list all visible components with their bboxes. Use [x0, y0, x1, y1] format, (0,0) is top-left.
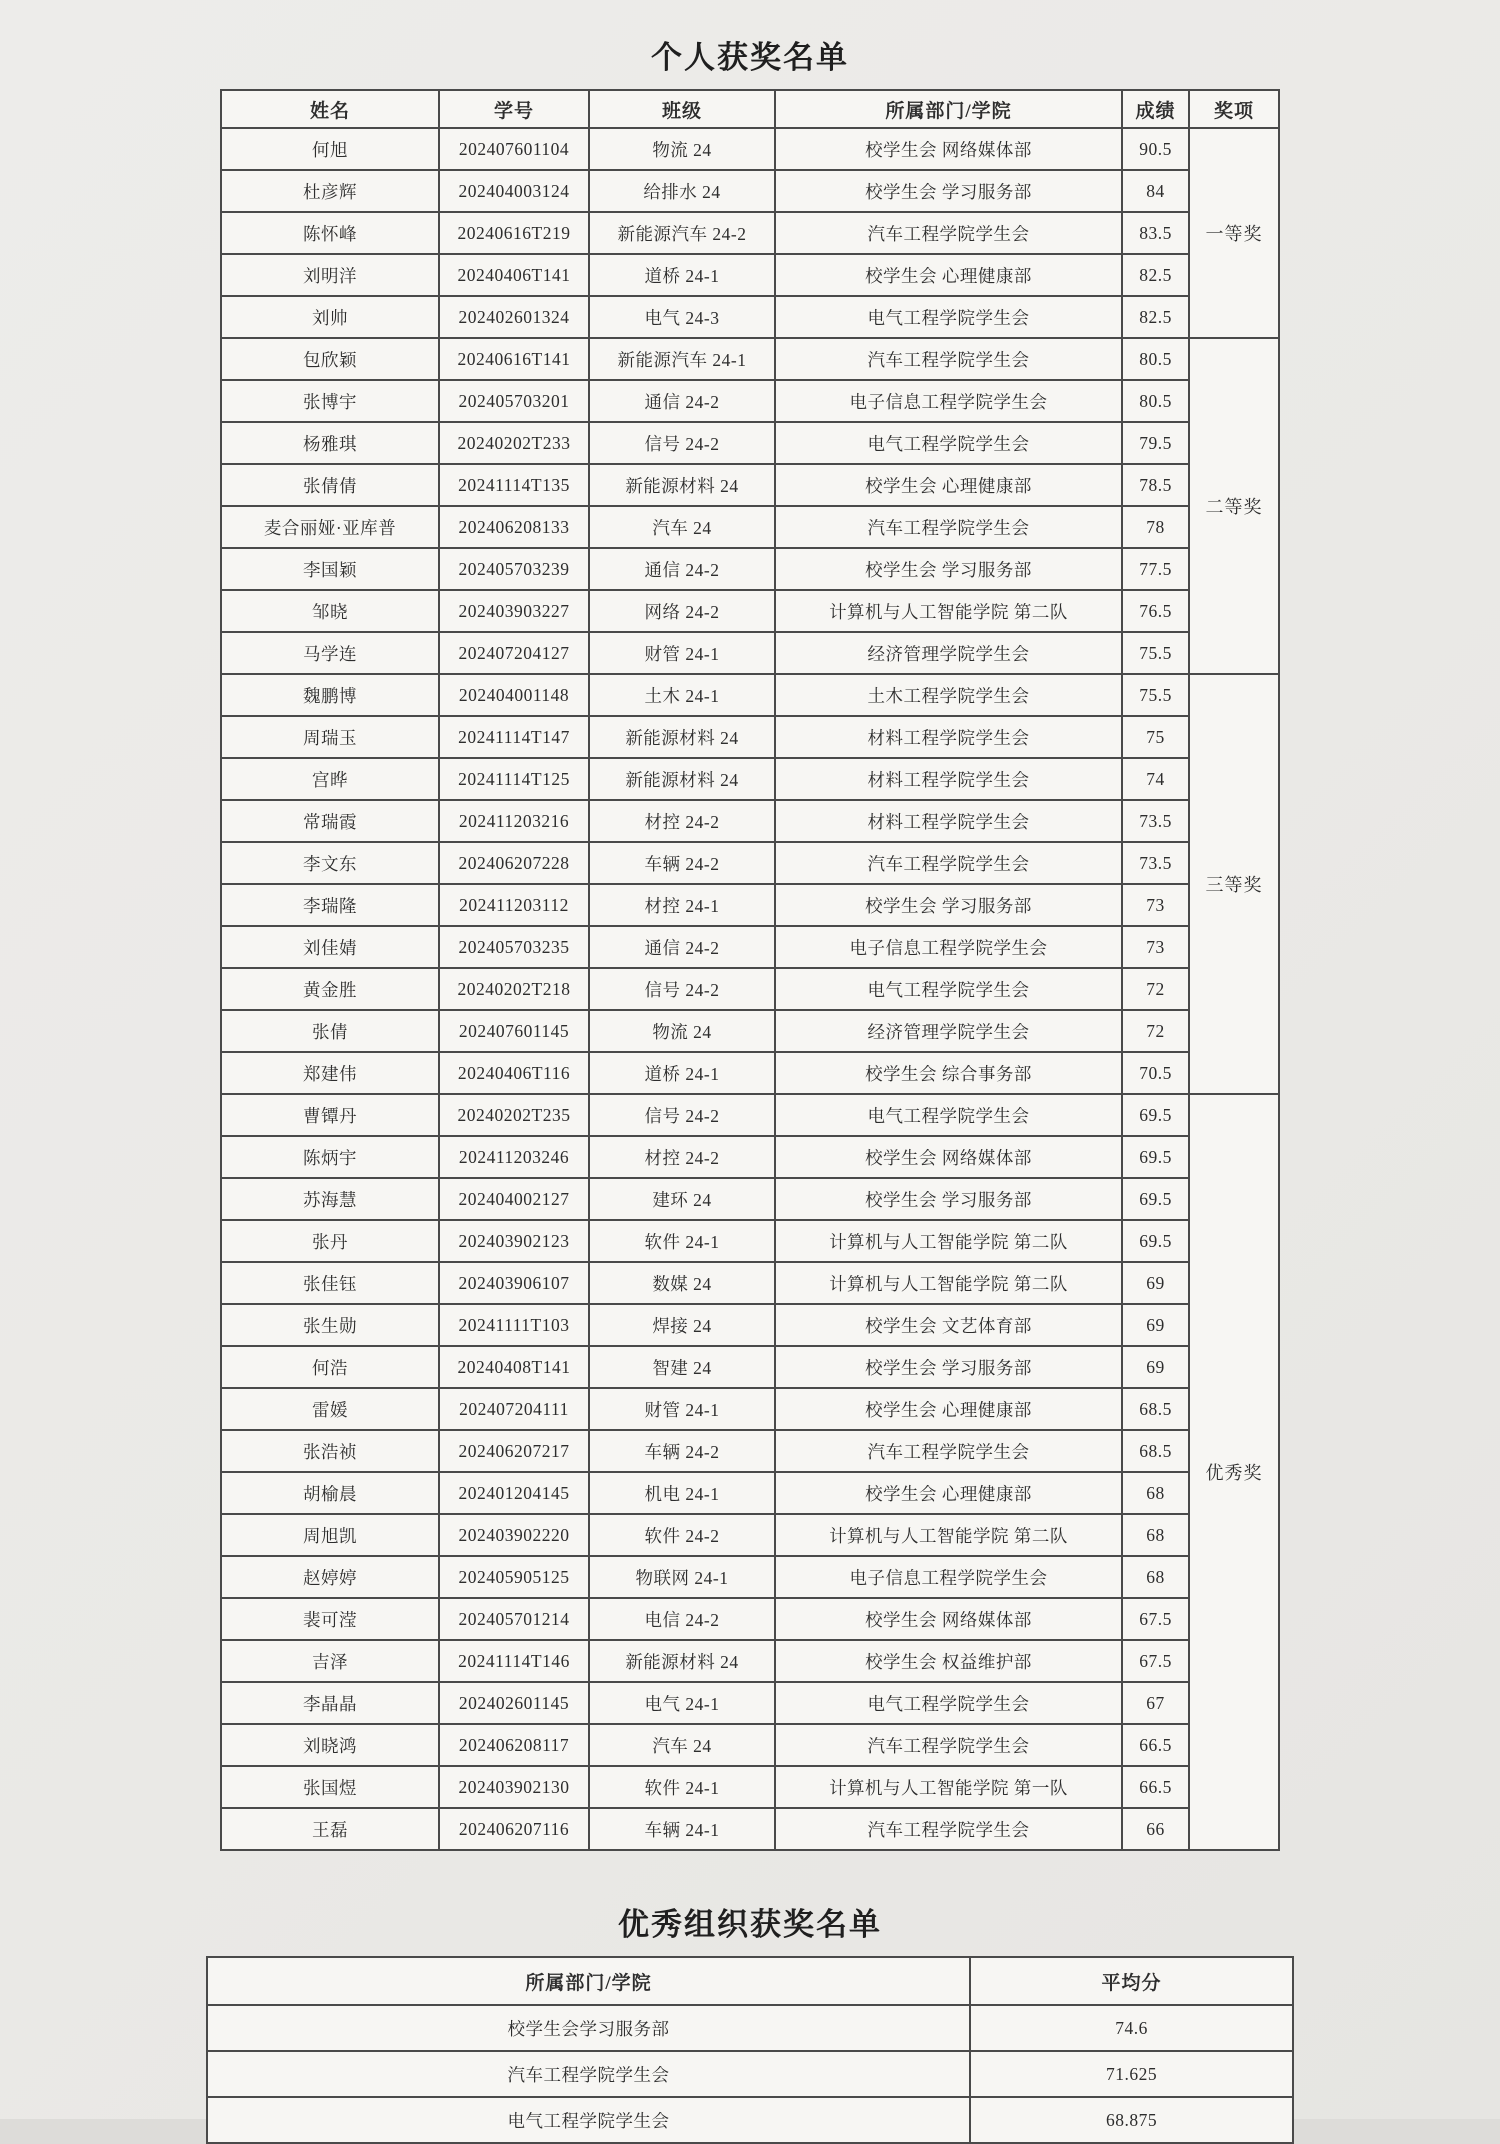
name-cell: 王磊: [221, 1808, 439, 1850]
name-cell: 刘佳婧: [221, 926, 439, 968]
department-cell: 电子信息工程学院学生会: [775, 380, 1122, 422]
class-cell: 智建 24: [589, 1346, 775, 1388]
class-cell: 道桥 24-1: [589, 254, 775, 296]
name-cell: 常瑞霞: [221, 800, 439, 842]
award-table-row: [221, 464, 1279, 506]
name-cell: 何浩: [221, 1346, 439, 1388]
class-cell: 信号 24-2: [589, 968, 775, 1010]
award-table-row: [221, 1514, 1279, 1556]
student-id-cell: 202406207217: [439, 1430, 589, 1472]
award-table-row: [221, 128, 1279, 170]
score-cell: 67: [1122, 1682, 1189, 1724]
award-table-row: [221, 1556, 1279, 1598]
average-score-cell: 74.6: [970, 2005, 1293, 2051]
award-table-row: [221, 1388, 1279, 1430]
column-header-average-score: 平均分: [970, 1957, 1293, 2005]
score-cell: 70.5: [1122, 1052, 1189, 1094]
name-cell: 李晶晶: [221, 1682, 439, 1724]
class-cell: 汽车 24: [589, 506, 775, 548]
student-id-cell: 202411203112: [439, 884, 589, 926]
name-cell: 赵婷婷: [221, 1556, 439, 1598]
score-cell: 79.5: [1122, 422, 1189, 464]
class-cell: 材控 24-2: [589, 1136, 775, 1178]
award-table-row: [221, 1346, 1279, 1388]
score-cell: 75: [1122, 716, 1189, 758]
name-cell: 李文东: [221, 842, 439, 884]
student-id-cell: 202405703201: [439, 380, 589, 422]
department-cell: 计算机与人工智能学院 第一队: [775, 1766, 1122, 1808]
score-cell: 78: [1122, 506, 1189, 548]
score-cell: 72: [1122, 1010, 1189, 1052]
organization-awards-table: [206, 1956, 1294, 2144]
student-id-cell: 202405905125: [439, 1556, 589, 1598]
name-cell: 张浩祯: [221, 1430, 439, 1472]
class-cell: 新能源汽车 24-1: [589, 338, 775, 380]
department-cell: 校学生会 学习服务部: [775, 170, 1122, 212]
name-cell: 周瑞玉: [221, 716, 439, 758]
department-cell: 校学生会 学习服务部: [775, 1346, 1122, 1388]
class-cell: 新能源材料 24: [589, 1640, 775, 1682]
student-id-cell: 202406208117: [439, 1724, 589, 1766]
award-table-row: [221, 170, 1279, 212]
average-score-cell: 68.875: [970, 2097, 1293, 2143]
department-cell: 校学生会 学习服务部: [775, 548, 1122, 590]
award-table-row: [221, 674, 1279, 716]
name-cell: 陈怀峰: [221, 212, 439, 254]
award-table-row: [221, 212, 1279, 254]
score-cell: 68.5: [1122, 1430, 1189, 1472]
average-score-cell: 71.625: [970, 2051, 1293, 2097]
department-cell: 电气工程学院学生会: [775, 296, 1122, 338]
score-cell: 66.5: [1122, 1766, 1189, 1808]
score-cell: 78.5: [1122, 464, 1189, 506]
student-id-cell: 202405703235: [439, 926, 589, 968]
student-id-cell: 202406208133: [439, 506, 589, 548]
class-cell: 车辆 24-2: [589, 842, 775, 884]
award-table-row: [221, 338, 1279, 380]
department-cell: 土木工程学院学生会: [775, 674, 1122, 716]
department-cell: 电气工程学院学生会: [775, 422, 1122, 464]
award-table-row: [221, 1598, 1279, 1640]
name-cell: 黄金胜: [221, 968, 439, 1010]
class-cell: 通信 24-2: [589, 548, 775, 590]
score-cell: 66: [1122, 1808, 1189, 1850]
name-cell: 李瑞隆: [221, 884, 439, 926]
score-cell: 69.5: [1122, 1178, 1189, 1220]
student-id-cell: 20240616T141: [439, 338, 589, 380]
department-cell: 汽车工程学院学生会: [207, 2051, 970, 2097]
department-cell: 校学生会学习服务部: [207, 2005, 970, 2051]
award-table-row: [221, 1472, 1279, 1514]
award-table-row: [221, 884, 1279, 926]
student-id-cell: 202407601104: [439, 128, 589, 170]
score-cell: 73: [1122, 926, 1189, 968]
student-id-cell: 20240202T235: [439, 1094, 589, 1136]
student-id-cell: 20241114T146: [439, 1640, 589, 1682]
department-cell: 汽车工程学院学生会: [775, 842, 1122, 884]
student-id-cell: 202404002127: [439, 1178, 589, 1220]
student-id-cell: 202402601145: [439, 1682, 589, 1724]
name-cell: 张国煜: [221, 1766, 439, 1808]
class-cell: 数媒 24: [589, 1262, 775, 1304]
name-cell: 魏鹏博: [221, 674, 439, 716]
award-group-cell: 优秀奖: [1189, 1094, 1279, 1850]
award-table-row: [221, 1430, 1279, 1472]
name-cell: 张倩: [221, 1010, 439, 1052]
class-cell: 财管 24-1: [589, 632, 775, 674]
name-cell: 张生勋: [221, 1304, 439, 1346]
award-table-row: [221, 254, 1279, 296]
student-id-cell: 202403902123: [439, 1220, 589, 1262]
class-cell: 物联网 24-1: [589, 1556, 775, 1598]
class-cell: 材控 24-2: [589, 800, 775, 842]
award-table-row: [221, 1094, 1279, 1136]
name-cell: 张博宇: [221, 380, 439, 422]
name-cell: 宫晔: [221, 758, 439, 800]
score-cell: 68.5: [1122, 1388, 1189, 1430]
organization-awards-title: 优秀组织获奖名单: [618, 1907, 882, 1942]
award-table-row: [221, 1178, 1279, 1220]
score-cell: 82.5: [1122, 254, 1189, 296]
class-cell: 车辆 24-2: [589, 1430, 775, 1472]
name-cell: 胡榆晨: [221, 1472, 439, 1514]
student-id-cell: 202403902220: [439, 1514, 589, 1556]
name-cell: 张倩倩: [221, 464, 439, 506]
class-cell: 物流 24: [589, 1010, 775, 1052]
class-cell: 土木 24-1: [589, 674, 775, 716]
award-table-row: [221, 380, 1279, 422]
student-id-cell: 20240202T218: [439, 968, 589, 1010]
individual-awards-table-body: [221, 128, 1279, 1850]
name-cell: 吉泽: [221, 1640, 439, 1682]
department-cell: 校学生会 综合事务部: [775, 1052, 1122, 1094]
score-cell: 80.5: [1122, 338, 1189, 380]
student-id-cell: 20240616T219: [439, 212, 589, 254]
score-cell: 73: [1122, 884, 1189, 926]
student-id-cell: 202407204127: [439, 632, 589, 674]
award-table-row: [221, 926, 1279, 968]
class-cell: 通信 24-2: [589, 926, 775, 968]
department-cell: 经济管理学院学生会: [775, 632, 1122, 674]
column-header-department: 所属部门/学院: [207, 1957, 970, 2005]
score-cell: 72: [1122, 968, 1189, 1010]
score-cell: 67.5: [1122, 1598, 1189, 1640]
individual-awards-title: 个人获奖名单: [651, 40, 849, 75]
department-cell: 计算机与人工智能学院 第二队: [775, 1262, 1122, 1304]
class-cell: 信号 24-2: [589, 422, 775, 464]
score-cell: 68: [1122, 1514, 1189, 1556]
organization-table-row: [207, 2051, 1293, 2097]
department-cell: 汽车工程学院学生会: [775, 1724, 1122, 1766]
organization-awards-table-body: [207, 2005, 1293, 2143]
score-cell: 83.5: [1122, 212, 1189, 254]
department-cell: 电子信息工程学院学生会: [775, 926, 1122, 968]
class-cell: 财管 24-1: [589, 1388, 775, 1430]
award-table-row: [221, 1262, 1279, 1304]
student-id-cell: 20240406T116: [439, 1052, 589, 1094]
score-cell: 82.5: [1122, 296, 1189, 338]
award-table-row: [221, 590, 1279, 632]
student-id-cell: 202403902130: [439, 1766, 589, 1808]
name-cell: 裴可滢: [221, 1598, 439, 1640]
award-table-row: [221, 842, 1279, 884]
column-header-score: 成绩: [1122, 90, 1189, 128]
department-cell: 材料工程学院学生会: [775, 716, 1122, 758]
score-cell: 84: [1122, 170, 1189, 212]
class-cell: 软件 24-1: [589, 1766, 775, 1808]
column-header-department: 所属部门/学院: [775, 90, 1122, 128]
score-cell: 69: [1122, 1346, 1189, 1388]
score-cell: 69: [1122, 1304, 1189, 1346]
department-cell: 校学生会 网络媒体部: [775, 1136, 1122, 1178]
department-cell: 汽车工程学院学生会: [775, 212, 1122, 254]
name-cell: 麦合丽娅·亚库普: [221, 506, 439, 548]
score-cell: 67.5: [1122, 1640, 1189, 1682]
student-id-cell: 202403906107: [439, 1262, 589, 1304]
score-cell: 75.5: [1122, 632, 1189, 674]
column-header-class: 班级: [589, 90, 775, 128]
award-table-row: [221, 758, 1279, 800]
score-cell: 69.5: [1122, 1220, 1189, 1262]
department-cell: 电气工程学院学生会: [775, 1682, 1122, 1724]
award-table-row: [221, 422, 1279, 464]
department-cell: 校学生会 网络媒体部: [775, 1598, 1122, 1640]
department-cell: 材料工程学院学生会: [775, 758, 1122, 800]
class-cell: 车辆 24-1: [589, 1808, 775, 1850]
score-cell: 68: [1122, 1556, 1189, 1598]
score-cell: 75.5: [1122, 674, 1189, 716]
score-cell: 73.5: [1122, 800, 1189, 842]
class-cell: 电气 24-1: [589, 1682, 775, 1724]
student-id-cell: 202411203246: [439, 1136, 589, 1178]
score-cell: 69: [1122, 1262, 1189, 1304]
name-cell: 马学连: [221, 632, 439, 674]
student-id-cell: 202406207228: [439, 842, 589, 884]
name-cell: 刘晓鸿: [221, 1724, 439, 1766]
class-cell: 软件 24-1: [589, 1220, 775, 1262]
student-id-cell: 202404003124: [439, 170, 589, 212]
award-table-row: [221, 968, 1279, 1010]
department-cell: 汽车工程学院学生会: [775, 338, 1122, 380]
class-cell: 给排水 24: [589, 170, 775, 212]
class-cell: 物流 24: [589, 128, 775, 170]
score-cell: 66.5: [1122, 1724, 1189, 1766]
class-cell: 焊接 24: [589, 1304, 775, 1346]
department-cell: 校学生会 学习服务部: [775, 1178, 1122, 1220]
column-header-student-id: 学号: [439, 90, 589, 128]
award-table-row: [221, 296, 1279, 338]
class-cell: 建环 24: [589, 1178, 775, 1220]
department-cell: 计算机与人工智能学院 第二队: [775, 590, 1122, 632]
name-cell: 苏海慧: [221, 1178, 439, 1220]
student-id-cell: 20241114T125: [439, 758, 589, 800]
student-id-cell: 202405701214: [439, 1598, 589, 1640]
award-table-row: [221, 800, 1279, 842]
department-cell: 校学生会 学习服务部: [775, 884, 1122, 926]
student-id-cell: 20240202T233: [439, 422, 589, 464]
award-table-row: [221, 1010, 1279, 1052]
header-row: [207, 1957, 1293, 2005]
award-table-row: [221, 1808, 1279, 1850]
name-cell: 陈炳宇: [221, 1136, 439, 1178]
student-id-cell: 20240408T141: [439, 1346, 589, 1388]
department-cell: 电子信息工程学院学生会: [775, 1556, 1122, 1598]
department-cell: 校学生会 心理健康部: [775, 464, 1122, 506]
award-table-row: [221, 1220, 1279, 1262]
award-table-row: [221, 506, 1279, 548]
score-cell: 74: [1122, 758, 1189, 800]
award-table-row: [221, 1640, 1279, 1682]
name-cell: 郑建伟: [221, 1052, 439, 1094]
score-cell: 76.5: [1122, 590, 1189, 632]
department-cell: 电气工程学院学生会: [207, 2097, 970, 2143]
student-id-cell: 20241111T103: [439, 1304, 589, 1346]
class-cell: 新能源汽车 24-2: [589, 212, 775, 254]
name-cell: 雷媛: [221, 1388, 439, 1430]
name-cell: 张佳钰: [221, 1262, 439, 1304]
class-cell: 新能源材料 24: [589, 464, 775, 506]
department-cell: 校学生会 心理健康部: [775, 1472, 1122, 1514]
student-id-cell: 202407601145: [439, 1010, 589, 1052]
column-header-name: 姓名: [221, 90, 439, 128]
score-cell: 80.5: [1122, 380, 1189, 422]
name-cell: 李国颖: [221, 548, 439, 590]
score-cell: 90.5: [1122, 128, 1189, 170]
department-cell: 汽车工程学院学生会: [775, 1808, 1122, 1850]
student-id-cell: 20241114T147: [439, 716, 589, 758]
student-id-cell: 20240406T141: [439, 254, 589, 296]
organization-table-row: [207, 2005, 1293, 2051]
department-cell: 校学生会 权益维护部: [775, 1640, 1122, 1682]
award-table-row: [221, 1766, 1279, 1808]
name-cell: 曹镡丹: [221, 1094, 439, 1136]
student-id-cell: 202406207116: [439, 1808, 589, 1850]
department-cell: 校学生会 文艺体育部: [775, 1304, 1122, 1346]
student-id-cell: 202402601324: [439, 296, 589, 338]
score-cell: 73.5: [1122, 842, 1189, 884]
student-id-cell: 202401204145: [439, 1472, 589, 1514]
student-id-cell: 202405703239: [439, 548, 589, 590]
organization-table-row: [207, 2097, 1293, 2143]
department-cell: 校学生会 网络媒体部: [775, 128, 1122, 170]
column-header-award: 奖项: [1189, 90, 1279, 128]
class-cell: 新能源材料 24: [589, 758, 775, 800]
department-cell: 计算机与人工智能学院 第二队: [775, 1514, 1122, 1556]
award-group-cell: 一等奖: [1189, 128, 1279, 338]
score-cell: 77.5: [1122, 548, 1189, 590]
department-cell: 电气工程学院学生会: [775, 1094, 1122, 1136]
score-cell: 69.5: [1122, 1136, 1189, 1178]
class-cell: 道桥 24-1: [589, 1052, 775, 1094]
score-cell: 68: [1122, 1472, 1189, 1514]
class-cell: 材控 24-1: [589, 884, 775, 926]
name-cell: 何旭: [221, 128, 439, 170]
name-cell: 张丹: [221, 1220, 439, 1262]
department-cell: 校学生会 心理健康部: [775, 1388, 1122, 1430]
department-cell: 汽车工程学院学生会: [775, 1430, 1122, 1472]
class-cell: 网络 24-2: [589, 590, 775, 632]
award-table-row: [221, 548, 1279, 590]
class-cell: 信号 24-2: [589, 1094, 775, 1136]
student-id-cell: 20241114T135: [439, 464, 589, 506]
department-cell: 电气工程学院学生会: [775, 968, 1122, 1010]
department-cell: 材料工程学院学生会: [775, 800, 1122, 842]
class-cell: 机电 24-1: [589, 1472, 775, 1514]
name-cell: 杨雅琪: [221, 422, 439, 464]
department-cell: 校学生会 心理健康部: [775, 254, 1122, 296]
name-cell: 刘帅: [221, 296, 439, 338]
award-table-row: [221, 1136, 1279, 1178]
class-cell: 电气 24-3: [589, 296, 775, 338]
class-cell: 汽车 24: [589, 1724, 775, 1766]
award-table-row: [221, 1052, 1279, 1094]
student-id-cell: 202403903227: [439, 590, 589, 632]
department-cell: 计算机与人工智能学院 第二队: [775, 1220, 1122, 1262]
score-cell: 69.5: [1122, 1094, 1189, 1136]
award-table-row: [221, 1682, 1279, 1724]
award-table-row: [221, 1304, 1279, 1346]
student-id-cell: 202407204111: [439, 1388, 589, 1430]
class-cell: 电信 24-2: [589, 1598, 775, 1640]
name-cell: 杜彦辉: [221, 170, 439, 212]
header-row: [221, 90, 1279, 128]
class-cell: 通信 24-2: [589, 380, 775, 422]
name-cell: 邹晓: [221, 590, 439, 632]
name-cell: 周旭凯: [221, 1514, 439, 1556]
individual-awards-table: [220, 89, 1280, 1851]
award-group-cell: 三等奖: [1189, 674, 1279, 1094]
award-table-row: [221, 716, 1279, 758]
student-id-cell: 202404001148: [439, 674, 589, 716]
name-cell: 刘明洋: [221, 254, 439, 296]
department-cell: 汽车工程学院学生会: [775, 506, 1122, 548]
name-cell: 包欣颖: [221, 338, 439, 380]
award-group-cell: 二等奖: [1189, 338, 1279, 674]
award-table-row: [221, 1724, 1279, 1766]
class-cell: 软件 24-2: [589, 1514, 775, 1556]
department-cell: 经济管理学院学生会: [775, 1010, 1122, 1052]
student-id-cell: 202411203216: [439, 800, 589, 842]
class-cell: 新能源材料 24: [589, 716, 775, 758]
award-table-row: [221, 632, 1279, 674]
